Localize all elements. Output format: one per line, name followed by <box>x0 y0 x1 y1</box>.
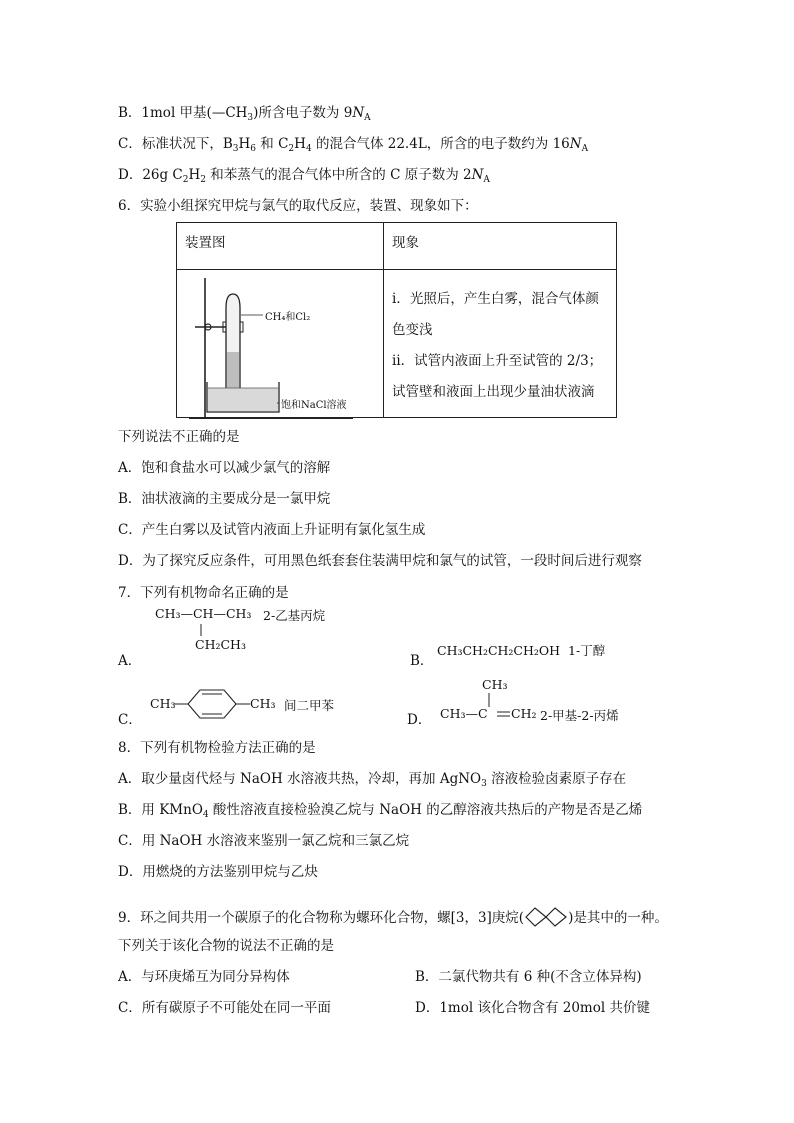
q8-option-d: D．用燃烧的方法鉴别甲烷与乙炔 <box>118 864 318 880</box>
q7-option-a-structure <box>155 606 355 656</box>
structure-methyl-right: CH₃ <box>250 696 276 711</box>
q8-option-b: B．用 KMnO$_4$ 酸性溶液直接检验溴乙烷与 NaOH 的乙醇溶液共热后的产物是否是乙烯 <box>118 802 643 820</box>
q7-option-b-structure <box>437 641 605 659</box>
structure-name: 间二甲苯 <box>284 698 335 713</box>
q5-option-d: D．26g $C_2H_2$ 和苯蒸气的混合气体中所含的 C 原子数为 $2N_A$ <box>118 167 490 185</box>
q6-option-b: B．油状液滴的主要成分是一氯甲烷 <box>118 491 331 507</box>
q5-option-b: B．1mol 甲基$(—CH_3)$所含电子数为 $9N_A$ <box>118 105 371 123</box>
q7-option-d-structure <box>440 677 640 727</box>
structure-main-right: CH₂ <box>511 706 537 721</box>
spiro-heptane-icon <box>524 906 568 928</box>
observation-line: ⅱ．试管内液面上升至试管的 2/3； <box>392 353 603 369</box>
experiment-table <box>176 222 617 418</box>
observation-line: 试管壁和液面上出现少量油状液滴 <box>392 384 595 400</box>
q9-option-a: A．与环庚烯互为同分异构体 <box>118 969 290 985</box>
q9-option-d: D．1mol 该化合物含有 20mol 共价键 <box>415 1000 650 1016</box>
q6-question: 下列说法不正确的是 <box>118 429 240 445</box>
q6-option-a: A．饱和食盐水可以减少氯气的溶解 <box>118 460 331 476</box>
q7-option-b-letter: B． <box>410 653 434 669</box>
structure-main-left: CH₃—C <box>440 706 488 721</box>
gas-label: CH₄和Cl₂ <box>265 312 311 323</box>
q6-option-d: D．为了探究反应条件，可用黑色纸套套住装满甲烷和氯气的试管，一段时间后进行观察 <box>118 553 642 569</box>
q6-stem: 6．实验小组探究甲烷与氯气的取代反应，装置、现象如下： <box>118 198 478 214</box>
structure-formula: CH₃CH₂CH₂CH₂OH <box>437 643 561 658</box>
structure-main-chain: CH₃—CH—CH₃ <box>155 606 252 621</box>
q8-option-c: C．用 NaOH 水溶液来鉴别一氯乙烷和三氯乙烷 <box>118 833 410 849</box>
q7-option-a-letter: A． <box>118 653 142 669</box>
structure-name: 2-乙基丙烷 <box>263 608 326 623</box>
q7-option-d-letter: D． <box>407 712 432 728</box>
solution-label: 饱和NaCl溶液 <box>281 400 347 411</box>
q9-option-c: C．所有碳原子不可能处在同一平面 <box>118 1000 331 1016</box>
q6-option-c: C．产生白雾以及试管内液面上升证明有氯化氢生成 <box>118 522 426 538</box>
structure-top-methyl: CH₃ <box>482 677 508 692</box>
structure-name: 1-丁醇 <box>568 643 606 658</box>
observation-cell <box>384 270 617 418</box>
q7-option-c-structure <box>150 686 360 722</box>
q7-option-c-letter: C． <box>118 712 142 728</box>
q7-stem: 7．下列有机物命名正确的是 <box>118 585 289 601</box>
q9-option-b: B．二氯代物共有 6 种(不含立体异构) <box>415 969 642 985</box>
observation-line: ⅰ．光照后，产生白雾，混合气体颜 <box>392 291 599 307</box>
observation-line: 色变浅 <box>392 322 433 338</box>
apparatus-cell <box>177 270 384 418</box>
table-header-apparatus: 装置图 <box>177 223 384 270</box>
structure-name: 2-甲基-2-丙烯 <box>540 708 619 723</box>
q8-option-a: A．取少量卤代烃与 NaOH 水溶液共热，冷却，再加 AgNO$_3$ 溶液检验卤素原子存在 <box>118 771 627 789</box>
q9-stem: 9．环之间共用一个碳原子的化合物称为螺环化合物，螺[3，3]庚烷( )是其中的一种。 <box>118 906 668 928</box>
structure-methyl-left: CH₃ <box>150 696 176 711</box>
table-header-observation: 现象 <box>384 223 617 270</box>
structure-branch: CH₂CH₃ <box>195 637 246 652</box>
q8-stem: 8．下列有机物检验方法正确的是 <box>118 740 316 756</box>
q9-question: 下列关于该化合物的说法不正确的是 <box>118 938 334 954</box>
q5-option-c: C．标准状况下，$B_3H_6$ 和 $C_2H_4$ 的混合气体 22.4L，所含的电子数约为 $16N_A$ <box>118 136 589 154</box>
